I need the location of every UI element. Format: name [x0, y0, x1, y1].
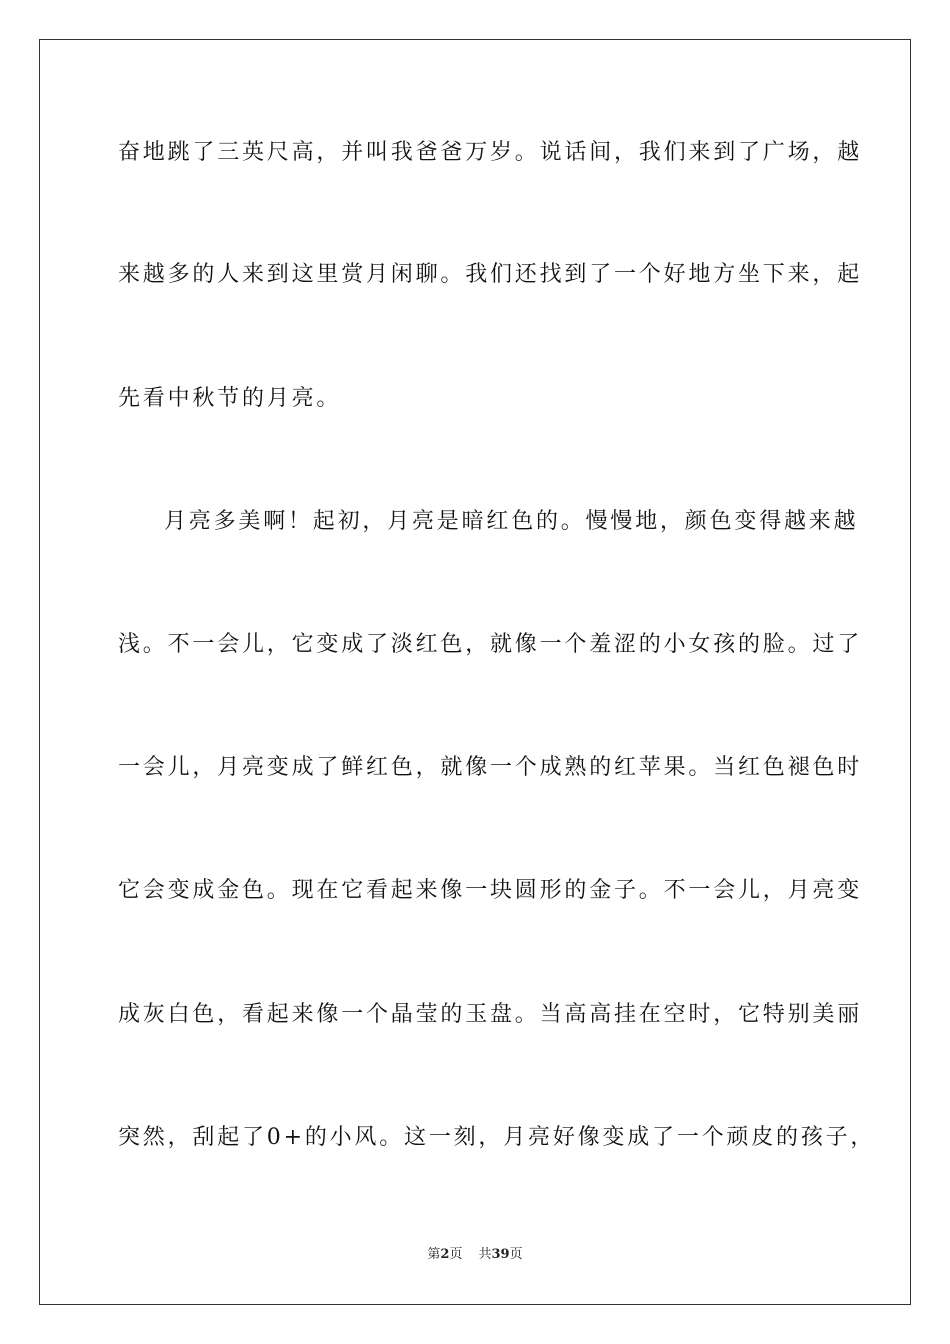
text-line-3: 先看中秋节的月亮。 [118, 386, 342, 411]
page-number: 2 [440, 1247, 450, 1262]
total-pages: 39 [491, 1247, 510, 1262]
page-footer [0, 1246, 950, 1264]
page-border [39, 39, 911, 1305]
text-line-5: 浅。不一会儿，它变成了淡红色，就像一个羞涩的小女孩的脸。过了 [118, 632, 863, 657]
text-line-2: 来越多的人来到这里赏月闲聊。我们还找到了一个好地方坐下来，起 [118, 262, 863, 287]
text-line-1: 奋地跳了三英尺高，并叫我爸爸万岁。说话间，我们来到了广场，越 [118, 140, 863, 165]
text-line-6: 一会儿，月亮变成了鲜红色，就像一个成熟的红苹果。当红色褪色时 [118, 755, 863, 780]
page-suffix: 页 [449, 1247, 463, 1262]
total-suffix: 页 [509, 1247, 523, 1262]
paragraph-start-line: 月亮多美啊！起初，月亮是暗红色的。慢慢地，颜色变得越来越 [164, 509, 859, 534]
total-prefix: 共 [478, 1247, 492, 1262]
text-line-7: 它会变成金色。现在它看起来像一块圆形的金子。不一会儿，月亮变 [118, 878, 863, 903]
page-prefix: 第 [427, 1247, 441, 1262]
text-line-9: 突然，刮起了0+的小风。这一刻，月亮好像变成了一个顽皮的孩子， [118, 1125, 876, 1150]
text-line-8: 成灰白色，看起来像一个晶莹的玉盘。当高高挂在空时，它特别美丽 [118, 1002, 863, 1027]
